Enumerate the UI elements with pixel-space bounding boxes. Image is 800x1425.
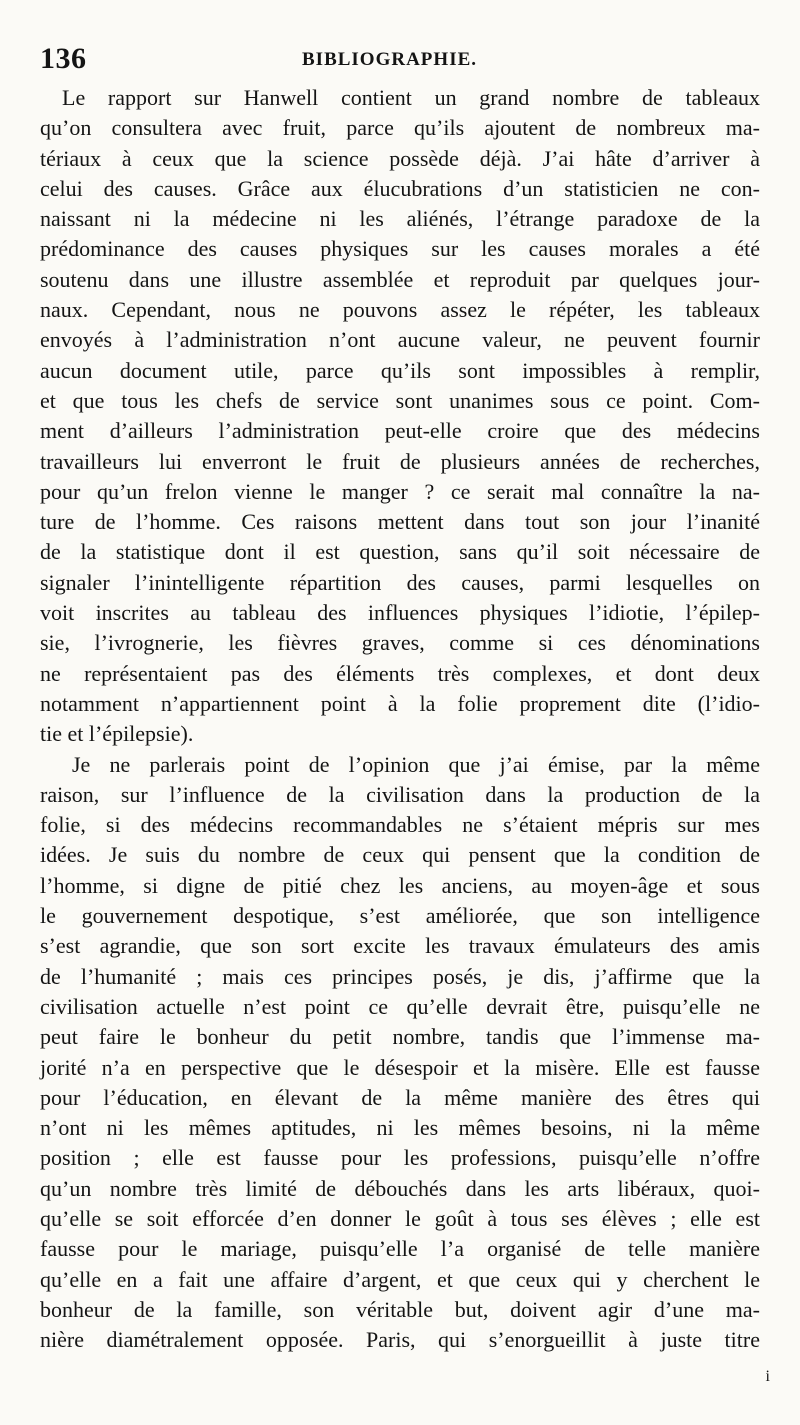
text-line: qu’on consultera avec fruit, parce qu’ils ajoutent de nombreux ma- (40, 115, 760, 141)
text-line: soutenu dans une illustre assemblée et reproduit par quelques jour- (40, 266, 760, 292)
text-line: qu’elle en a fait une affaire d’argent, et que ceux qui y cherchent le (40, 1266, 760, 1292)
text-line: pour l’éducation, en élevant de la même manière des êtres qui (40, 1084, 760, 1110)
text-line: qu’elle se soit efforcée d’en donner le goût à tous ses élèves ; elle est (40, 1205, 760, 1231)
page-number: 136 (40, 42, 87, 75)
text-line: bonheur de la famille, son véritable but, doivent agir d’une ma- (40, 1296, 760, 1322)
text-line: de l’humanité ; mais ces principes posés, je dis, j’affirme que la (40, 963, 760, 989)
text-line: naissant ni la médecine ni les aliénés, l’étrange paradoxe de la (40, 206, 760, 232)
running-title: BIBLIOGRAPHIE. (302, 49, 478, 70)
text-line: tie et l’épilepsie). (40, 721, 194, 747)
text-line: l’homme, si digne de pitié chez les anciens, au moyen-âge et sous (40, 872, 760, 898)
text-line: celui des causes. Grâce aux élucubrations d’un statisticien ne con- (40, 175, 760, 201)
text-line: n’ont ni les mêmes aptitudes, ni les mêmes besoins, ni la même (40, 1115, 760, 1141)
text-line: position ; elle est fausse pour les professions, puisqu’elle n’offre (40, 1145, 760, 1171)
text-line: voit inscrites au tableau des influences physiques l’idiotie, l’épilep- (40, 600, 760, 626)
text-line: de la statistique dont il est question, sans qu’il soit nécessaire de (40, 539, 760, 565)
text-line: envoyés à l’administration n’ont aucune valeur, ne peuvent fournir (40, 327, 760, 353)
text-line: qu’un nombre très limité de débouchés dans les arts libéraux, quoi- (40, 1175, 760, 1201)
text-line: raison, sur l’influence de la civilisation dans la production de la (40, 781, 760, 807)
text-line: pour qu’un frelon vienne le manger ? ce serait mal connaître la na- (40, 478, 760, 504)
text-line: ment d’ailleurs l’administration peut-elle croire que des médecins (40, 418, 760, 444)
text-line: signaler l’inintelligente répartition des causes, parmi lesquelles on (40, 569, 760, 595)
text-line: s’est agrandie, que son sort excite les travaux émulateurs des amis (40, 933, 760, 959)
text-line: nière diamétralement opposée. Paris, qui s’enorgueillit à juste titre (40, 1327, 760, 1353)
text-line: Je ne parlerais point de l’opinion que j’ai émise, par la même (72, 751, 760, 777)
text-line: idées. Je suis du nombre de ceux qui pensent que la condition de (40, 842, 760, 868)
text-line: sie, l’ivrognerie, les fièvres graves, comme si ces dénominations (40, 630, 760, 656)
text-line: civilisation actuelle n’est point ce qu’elle devrait être, puisqu’elle ne (40, 993, 760, 1019)
body-text (40, 83, 760, 1355)
text-line: travailleurs lui enverront le fruit de plusieurs années de recherches, (40, 448, 760, 474)
text-line: peut faire le bonheur du petit nombre, tandis que l’immense ma- (40, 1024, 760, 1050)
text-line: notamment n’appartiennent point à la folie proprement dite (l’idio- (40, 690, 760, 716)
text-line: le gouvernement despotique, s’est améliorée, que son intelligence (40, 903, 760, 929)
page-header (40, 38, 760, 78)
paragraph-2 (40, 750, 760, 1356)
signature-mark: i (765, 1368, 770, 1385)
text-line: jorité n’a en perspective que le désespoir et la misère. Elle est fausse (40, 1054, 760, 1080)
text-line: tériaux à ceux que la science possède déjà. J’ai hâte d’arriver à (40, 145, 760, 171)
text-line: fausse pour le mariage, puisqu’elle l’a organisé de telle manière (40, 1236, 760, 1262)
text-line: Le rapport sur Hanwell contient un grand nombre de tableaux (62, 85, 760, 110)
text-line: naux. Cependant, nous ne pouvons assez le répéter, les tableaux (40, 297, 760, 323)
text-line: aucun document utile, parce qu’ils sont impossibles à remplir, (40, 357, 760, 383)
paragraph-1 (40, 83, 760, 750)
text-line: folie, si des médecins recommandables ne s’étaient mépris sur mes (40, 812, 760, 838)
text-line: ne représentaient pas des éléments très complexes, et dont deux (40, 660, 760, 686)
text-line: et que tous les chefs de service sont unanimes sous ce point. Com- (40, 387, 760, 413)
text-line: prédominance des causes physiques sur les causes morales a été (40, 236, 760, 262)
text-line: ture de l’homme. Ces raisons mettent dans tout son jour l’inanité (40, 509, 760, 535)
